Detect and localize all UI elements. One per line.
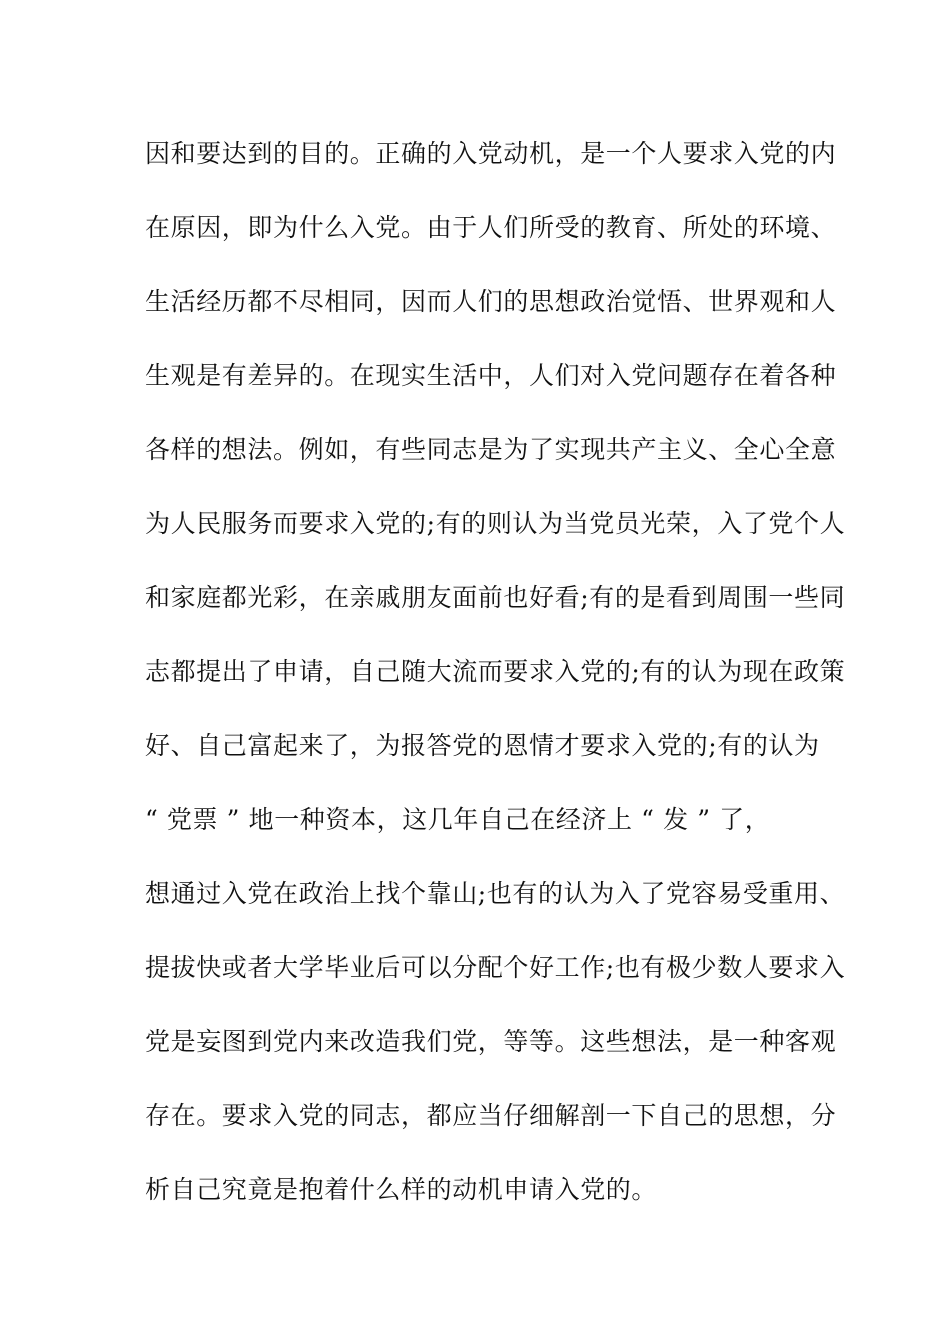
text-line-14: 存在。要求入党的同志，都应当仔细解剖一下自己的思想，分	[145, 1101, 837, 1130]
text-line-2: 在原因，即为什么入党。由于人们所受的教育、所处的环境、	[145, 213, 837, 242]
text-line-1: 因和要达到的目的。正确的入党动机，是一个人要求入党的内	[145, 139, 837, 168]
text-line-11: 想通过入党在政治上找个靠山;也有的认为入了党容易受重用、	[145, 879, 846, 908]
text-line-15: 析自己究竟是抱着什么样的动机申请入党的。	[145, 1175, 658, 1204]
text-line-4: 生观是有差异的。在现实生活中，人们对入党问题存在着各种	[145, 361, 837, 390]
text-line-12: 提拔快或者大学毕业后可以分配个好工作;也有极少数人要求入	[145, 953, 846, 982]
text-line-8: 志都提出了申请，自己随大流而要求入党的;有的认为现在政策	[145, 657, 846, 686]
text-line-13: 党是妄图到党内来改造我们党，等等。这些想法，是一种客观	[145, 1027, 837, 1056]
body-text	[145, 135, 846, 1245]
text-line-3: 生活经历都不尽相同，因而人们的思想政治觉悟、世界观和人	[145, 287, 837, 316]
text-line-7: 和家庭都光彩，在亲戚朋友面前也好看;有的是看到周围一些同	[145, 583, 846, 612]
text-line-10: “ 党票 ” 地一种资本，这几年自己在经济上 “ 发 ” 了，	[145, 805, 771, 834]
text-line-5: 各样的想法。例如，有些同志是为了实现共产主义、全心全意	[145, 435, 837, 464]
text-line-6: 为人民服务而要求入党的;有的则认为当党员光荣，入了党个人	[145, 509, 846, 538]
text-line-9: 好、自己富起来了，为报答党的恩情才要求入党的;有的认为	[145, 731, 820, 760]
